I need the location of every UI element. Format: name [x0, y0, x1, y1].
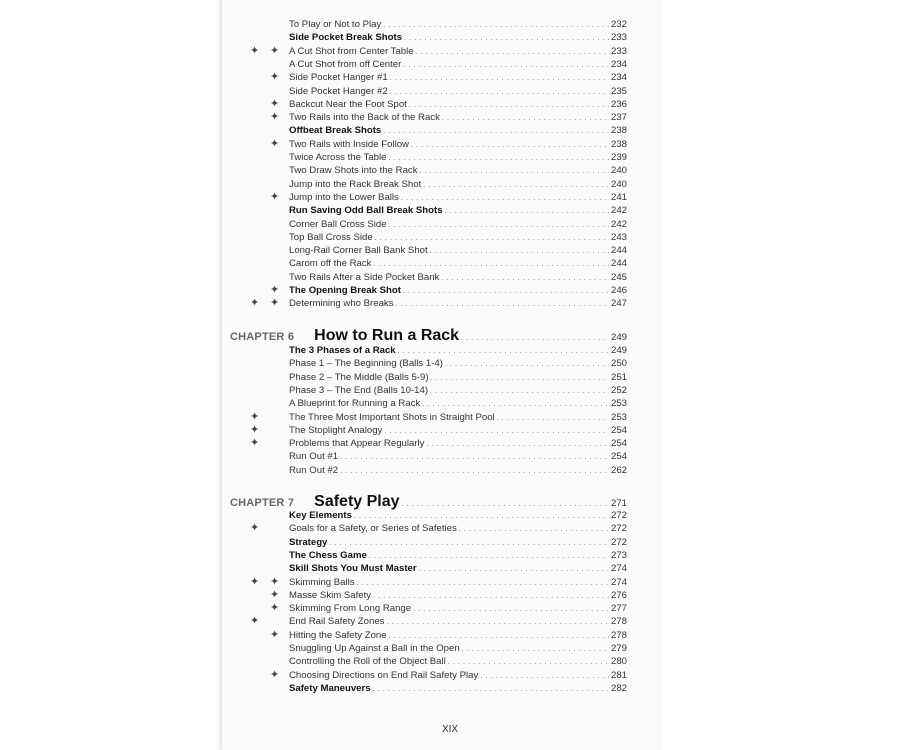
toc-entry [289, 437, 627, 450]
leader-dots [386, 615, 609, 629]
leader-dots [411, 138, 609, 152]
toc-entry-title: Determining who Breaks [289, 298, 394, 310]
toc-section-heading [289, 682, 627, 695]
toc-entry-page: 237 [610, 112, 627, 124]
toc-entry-page: 272 [610, 510, 627, 521]
toc-entry [289, 522, 627, 535]
bullet-mark-icon: ✦ [250, 410, 260, 423]
toc-entry [289, 450, 627, 463]
toc-entry-title: Skill Shots You Must Master [289, 563, 417, 575]
leader-dots [423, 178, 609, 192]
toc-entry-page: 245 [610, 271, 627, 283]
toc-section-heading [289, 284, 627, 297]
toc-entry-page: 254 [610, 438, 627, 450]
toc-entry [289, 257, 627, 270]
toc-entry-title: Key Elements [289, 510, 352, 521]
toc-entry-page: 272 [610, 523, 627, 535]
leader-dots [373, 682, 609, 696]
leader-dots [409, 98, 609, 112]
toc-entry-page: 279 [610, 643, 627, 654]
toc-entry [289, 357, 627, 370]
toc-entry-title: Top Ball Cross Side [289, 231, 373, 243]
toc-entry-page: 247 [610, 298, 627, 310]
toc-section-heading [289, 124, 627, 137]
chapter-page-number: 271 [610, 498, 627, 509]
toc-entry-page: 244 [610, 258, 627, 270]
toc-entry-page: 242 [610, 218, 627, 230]
toc-entry-page: 232 [610, 19, 627, 30]
toc-entry-title: Twice Across the Table [289, 152, 387, 163]
toc-entry-title: Phase 2 – The Middle (Balls 5-9) [289, 371, 429, 383]
leader-dots [461, 327, 609, 345]
leader-dots [388, 151, 609, 165]
toc-entry-page: 274 [610, 563, 627, 575]
leader-dots [448, 655, 609, 669]
toc-entry-title: A Cut Shot from off Center [289, 58, 402, 70]
bullet-mark-icon: ✦ [270, 111, 280, 124]
leader-dots [373, 589, 609, 603]
toc-entry-title: The Chess Game [289, 549, 367, 561]
toc-entry-title: Hitting the Safety Zone [289, 629, 387, 641]
toc-entry [289, 602, 627, 615]
toc-entry [289, 151, 627, 164]
bullet-mark-icon: ✦ [270, 97, 280, 110]
toc-entry [289, 85, 627, 98]
toc-entry-title: Phase 1 – The Beginning (Balls 1-4) [289, 358, 443, 370]
leader-dots [357, 576, 609, 590]
toc-section-heading [289, 509, 627, 522]
leader-dots [340, 450, 609, 464]
leader-dots [430, 384, 609, 398]
toc-entry-title: Choosing Directions on End Rail Safety Play [289, 669, 479, 681]
chapter-page-number: 249 [610, 332, 627, 343]
leader-dots [441, 271, 609, 285]
bullet-mark-icon: ✦ [270, 588, 280, 601]
toc-entry-title: Two Rails into the Back of the Rack [289, 112, 440, 124]
toc-entry-title: To Play or Not to Play [289, 19, 382, 30]
toc-entry-title: The Stoplight Analogy [289, 424, 383, 436]
toc-entry [289, 371, 627, 384]
toc-entry-title: Jump into the Lower Balls [289, 191, 399, 203]
toc-entry-page: 262 [610, 464, 627, 476]
toc-section-heading [289, 344, 627, 357]
bullet-mark-icon: ✦ [270, 297, 280, 310]
leader-dots [398, 344, 609, 358]
toc-entry-page: 236 [610, 98, 627, 110]
toc-entry-page: 238 [610, 138, 627, 150]
toc-entry-page: 239 [610, 152, 627, 163]
leader-dots [373, 257, 609, 271]
bullet-mark-icon: ✦ [250, 297, 260, 310]
leader-dots [442, 111, 609, 125]
chapter-label: CHAPTER 6 [230, 331, 295, 343]
toc-entry-page: 251 [610, 371, 627, 383]
toc-entry-title: Side Pocket Hanger #2 [289, 85, 388, 97]
toc-entry-page: 253 [610, 411, 627, 423]
toc-entry-page: 241 [610, 191, 627, 203]
toc-entry-title: Strategy [289, 536, 328, 548]
toc-entry [289, 411, 627, 424]
toc-entry-title: The 3 Phases of a Rack [289, 345, 396, 356]
toc-entry [289, 178, 627, 191]
chapter-title: Safety Play [314, 493, 400, 510]
leader-dots [404, 31, 609, 45]
toc-entry [289, 18, 627, 31]
toc-entry [289, 615, 627, 628]
toc-entry-title: Snuggling Up Against a Ball in the Open [289, 643, 460, 654]
toc-entry-page: 254 [610, 424, 627, 436]
toc-entry-title: Run Saving Odd Ball Break Shots [289, 205, 443, 217]
leader-dots [445, 357, 609, 371]
toc-entry [289, 71, 627, 84]
leader-dots [416, 45, 609, 59]
bullet-mark-icon: ✦ [270, 602, 280, 615]
toc-entry-page: 240 [610, 165, 627, 177]
bullet-mark-icon: ✦ [270, 137, 280, 150]
toc-entry-title: A Blueprint for Running a Rack [289, 398, 421, 410]
toc-entry-page: 250 [610, 358, 627, 370]
bullet-mark-icon: ✦ [250, 615, 260, 628]
bullet-mark-icon: ✦ [270, 190, 280, 203]
toc-entry [289, 244, 627, 257]
bullet-mark-icon: ✦ [250, 575, 260, 588]
chapter-title: How to Run a Rack [314, 327, 460, 344]
toc-entry [289, 384, 627, 397]
toc-entry [289, 655, 627, 668]
toc-entry-page: 234 [610, 72, 627, 84]
toc-entry-page: 281 [610, 669, 627, 681]
toc-entry [289, 138, 627, 151]
toc-entry-title: Skimming From Long Range [289, 603, 412, 615]
toc-entry [289, 218, 627, 231]
leader-dots [430, 244, 609, 258]
leader-dots [462, 642, 609, 656]
toc-entry-page: 278 [610, 629, 627, 641]
leader-dots [422, 397, 609, 411]
toc-entry-page: 276 [610, 589, 627, 601]
toc-entry-title: Phase 3 – The End (Balls 10-14) [289, 384, 429, 396]
leader-dots [445, 204, 609, 218]
toc-entry-page: 252 [610, 384, 627, 396]
toc-entry-page: 254 [610, 451, 627, 463]
toc-entry-page: 272 [610, 536, 627, 548]
leader-dots [480, 669, 609, 683]
toc-entry-title: Long-Rail Corner Ball Bank Shot [289, 245, 428, 257]
toc-entry-page: 240 [610, 178, 627, 190]
toc-entry-page: 235 [610, 85, 627, 97]
bullet-mark-icon: ✦ [270, 44, 280, 57]
leader-dots [396, 297, 609, 311]
toc-entry [289, 424, 627, 437]
toc-entry [289, 576, 627, 589]
bullet-mark-icon: ✦ [250, 423, 260, 436]
leader-dots [389, 629, 609, 643]
leader-dots [419, 562, 609, 576]
leader-dots [375, 231, 609, 245]
chapter-label: CHAPTER 7 [230, 497, 295, 509]
toc-entry [289, 98, 627, 111]
toc-entry [289, 111, 627, 124]
bullet-mark-icon: ✦ [270, 284, 280, 296]
toc-entry-title: Problems that Appear Regularly [289, 438, 425, 450]
toc-entry-title: Skimming Balls [289, 576, 355, 588]
toc-entry-title: Carom off the Rack [289, 258, 372, 270]
toc-entry-page: 278 [610, 616, 627, 628]
toc-entry-title: Jump into the Rack Break Shot [289, 178, 422, 190]
leader-dots [413, 602, 609, 616]
toc-entry [289, 669, 627, 682]
leader-dots [497, 411, 609, 425]
toc-entry [289, 164, 627, 177]
bullet-mark-icon: ✦ [270, 71, 280, 84]
toc-entry-title: Masse Skim Safety [289, 589, 372, 601]
toc-entry-title: Two Rails After a Side Pocket Bank [289, 271, 440, 283]
toc-entry-title: Two Draw Shots into the Rack [289, 165, 418, 177]
toc-entry-title: Run Out #2 [289, 464, 339, 476]
leader-dots [459, 522, 609, 536]
toc-entry [289, 58, 627, 71]
toc-entry-title: Safety Maneuvers [289, 682, 371, 694]
leader-dots [426, 437, 609, 451]
leader-dots [369, 549, 609, 563]
toc-entry [289, 629, 627, 642]
toc-entry-page: 277 [610, 603, 627, 615]
toc-entry-title: Two Rails with Inside Follow [289, 138, 409, 150]
leader-dots [329, 536, 609, 550]
toc-section-heading [289, 536, 627, 549]
toc-entry [289, 642, 627, 655]
toc-entry-title: A Cut Shot from Center Table [289, 45, 414, 57]
toc-entry-page: 233 [610, 45, 627, 57]
toc-section-heading [289, 31, 627, 44]
leader-dots [390, 71, 609, 85]
toc-entry [289, 589, 627, 602]
toc-entry-page: 274 [610, 576, 627, 588]
leader-dots [390, 85, 609, 99]
toc-section-heading [289, 204, 627, 217]
toc-entry-page: 273 [610, 549, 627, 561]
bullet-mark-icon: ✦ [250, 522, 260, 535]
toc-entry-page: 234 [610, 58, 627, 70]
page-number: XIX [441, 724, 459, 735]
toc-entry-page: 280 [610, 656, 627, 668]
toc-entry-title: Run Out #1 [289, 451, 339, 463]
bullet-mark-icon: ✦ [250, 44, 260, 57]
toc-section-heading [289, 549, 627, 562]
leader-dots [354, 509, 609, 523]
leader-dots [340, 464, 609, 478]
leader-dots [384, 424, 609, 438]
toc-entry-page: 253 [610, 398, 627, 410]
toc-entry-page: 282 [610, 682, 627, 694]
toc-entry [289, 464, 627, 477]
toc-entry-title: Backcut Near the Foot Spot [289, 98, 407, 110]
toc-entry-page: 243 [610, 231, 627, 243]
toc-entry-title: Goals for a Safety, or Series of Safeties [289, 523, 457, 535]
leader-dots [403, 284, 609, 298]
toc-entry-title: Corner Ball Cross Side [289, 218, 387, 230]
toc-entry [289, 231, 627, 244]
leader-dots [383, 18, 609, 32]
bullet-mark-icon: ✦ [250, 437, 260, 450]
toc-entry-page: 233 [610, 32, 627, 44]
toc-entry-title: Side Pocket Hanger #1 [289, 72, 388, 84]
toc-entry [289, 191, 627, 204]
toc-entry [289, 297, 627, 310]
toc-entry-page: 238 [610, 125, 627, 137]
leader-dots [383, 124, 609, 138]
bullet-mark-icon: ✦ [270, 628, 280, 641]
toc-entry-title: The Three Most Important Shots in Straight Pool [289, 411, 495, 423]
toc-entry-page: 244 [610, 245, 627, 257]
bullet-mark-icon: ✦ [270, 575, 280, 588]
leader-dots [401, 191, 609, 205]
toc-entry-page: 246 [610, 285, 627, 296]
toc-entry-title: Offbeat Break Shots [289, 125, 382, 137]
toc-entry [289, 271, 627, 284]
toc-entry-title: Controlling the Roll of the Object Ball [289, 656, 446, 668]
toc-entry-page: 242 [610, 205, 627, 217]
toc-entry [289, 45, 627, 58]
bullet-mark-icon: ✦ [270, 668, 280, 681]
toc-entry-title: End Rail Safety Zones [289, 616, 385, 628]
leader-dots [420, 164, 609, 178]
toc-entry [289, 397, 627, 410]
toc-section-heading [289, 562, 627, 575]
leader-dots [403, 58, 609, 72]
toc-entry-page: 249 [610, 345, 627, 356]
leader-dots [431, 371, 609, 385]
toc-entry-title: The Opening Break Shot [289, 285, 401, 296]
toc-entry-title: Side Pocket Break Shots [289, 32, 403, 44]
leader-dots [389, 218, 609, 232]
